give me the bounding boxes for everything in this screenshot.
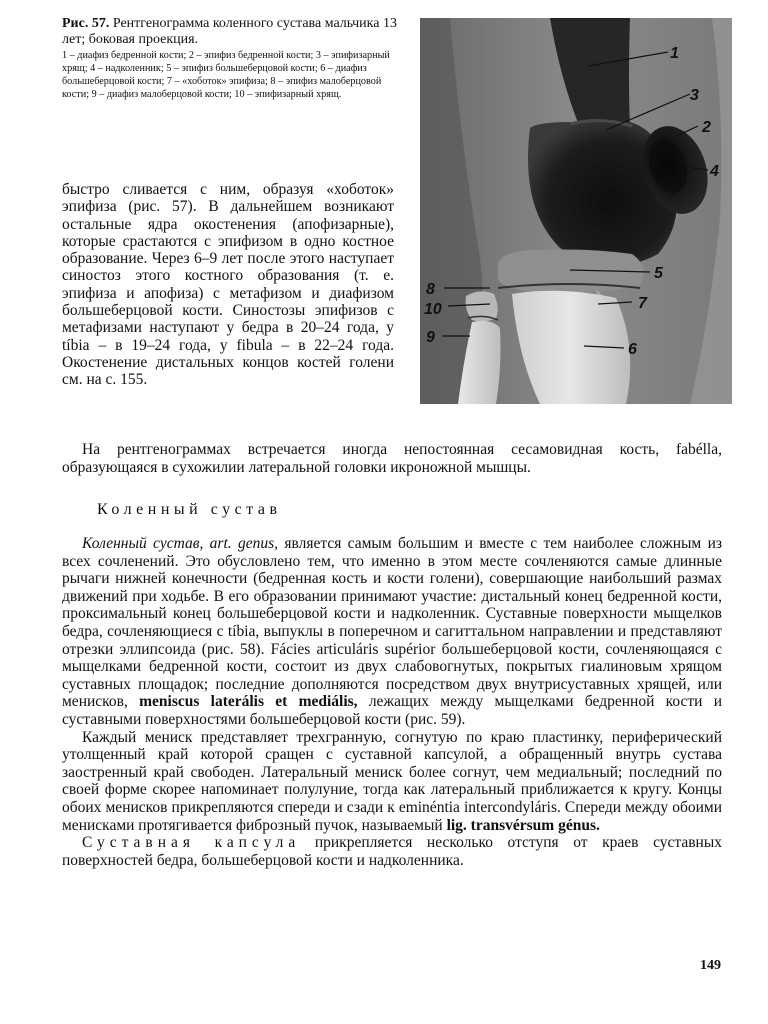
section-heading: Коленный сустав xyxy=(97,501,282,518)
ligament-term: lig. transvérsum génus. xyxy=(446,816,600,834)
caption-label: Рис. 57. xyxy=(62,16,110,31)
knee-joint-paragraph xyxy=(62,535,722,729)
callout-3: 3 xyxy=(690,87,699,104)
main-body xyxy=(62,535,722,869)
xray-image xyxy=(420,18,732,404)
knee-joint-text-b: лежащих между мыщелками бедренной кости и суставными поверхностями большеберцовой кости (рис. 59). xyxy=(62,693,722,728)
caption-legend: 1 – диафиз бедренной кости; 2 – эпифиз бедренной кости; 3 – эпифизарный хрящ; 4 – надколенник; 5 – эпифиз большеберцовой кости; 6 – диафиз большеберцовой кости; 7 – «хоботок» эпифиза; 8 – эпифиз малоберцовой кости; 9 – диафиз малоберцовой кости; 10 – эпифизарный хрящ. xyxy=(62,50,390,100)
ossification-paragraph: быстро сливается с ним, образуя «хоботок» эпифиза (рис. 57). В дальнейшем возникают остальные ядра окостенения (апофизарные), которые срастаются с эпифизом в одно костное образование. Через 6–9 лет после этого наступает синостоз этого костного образования (т. е. эпифиза и апофиза) с метафизом и диафизом большеберцовой кости. Синостозы эпифизов с метафизами наступают у бедра в 20–24 года, у tíbia – в 19–24 года, у fibula – в 22–24 года. Окостенение дистальных концов костей голени см. на с. 155. xyxy=(62,181,394,389)
caption-title-text: Рентгенограмма коленного сустава мальчика 13 лет; боковая проекция. xyxy=(62,16,397,47)
callout-10: 10 xyxy=(424,301,442,318)
sesamoid-block xyxy=(62,441,722,476)
knee-joint-text-a: является самым большим и вместе с тем наиболее сложным из всех сочленений. Это обусловлено тем, что именно в этом месте сочленяются самые длинные рычаги нижней конечности (бедренная кость и кости голени), совершающие наибольший размах движений при ходьбе. В его образовании принимают участие: дистальный конец бедренной кости, проксимальный конец большеберцовой кости и надколенник. Суставные поверхности мыщелков бедра, сочленяющиеся с tíbia, выпуклы в поперечном и сагиттальном направлении и представляют отрезки эллипсоида (рис. 58). Fácies articuláris supérior большеберцовой кости, сочленяющаяся с мыщелками бедренной кости, состоит из двух слабовогнутых, покрытых гиалиновым хрящом суставных площадок; последние дополняются посредством двух внутрисуставных хрящей, или менисков, xyxy=(62,535,722,711)
capsule-term: Суставная капсула xyxy=(82,834,301,852)
sesamoid-paragraph: На рентгенограммах встречается иногда непостоянная сесамовидная кость, fabélla, образующаяся в сухожилии латеральной головки икроножной мышцы. xyxy=(62,441,722,476)
capsule-text: прикрепляется несколько отступя от краев суставных поверхностей бедра, большеберцовой кости и надколенника. xyxy=(62,834,722,869)
callout-8: 8 xyxy=(426,281,435,298)
figure-caption xyxy=(62,16,398,101)
caption-title xyxy=(62,16,398,48)
callout-6: 6 xyxy=(628,341,637,358)
meniscus-term: meniscus laterális et mediális, xyxy=(139,693,358,711)
callout-9: 9 xyxy=(426,329,435,346)
narrow-column xyxy=(62,181,394,389)
callout-4: 4 xyxy=(710,163,719,180)
xray-figure xyxy=(420,18,732,404)
callout-5: 5 xyxy=(654,265,663,282)
capsule-paragraph xyxy=(62,834,722,869)
meniscus-text: Каждый мениск представляет трехгранную, согнутую по краю пластинку, периферический утолщенный край которой сращен с суставной капсулой, а обращенный внутрь сустава заостренный край свободен. Латеральный мениск более согнут, чем медиальный; последний по своей форме скорее напоминает полулуние, тогда как латеральный приближается к кругу. Концы обоих менисков прикрепляются спереди и сзади к eminéntia intercondyláris. Спереди между обоими менисками протягивается фиброзный пучок, называемый xyxy=(62,728,722,834)
callout-7: 7 xyxy=(638,295,647,312)
knee-joint-term: Коленный сустав, art. genus, xyxy=(82,535,279,552)
page-number: 149 xyxy=(700,958,721,973)
callout-2: 2 xyxy=(702,119,711,136)
callout-1: 1 xyxy=(670,45,679,62)
meniscus-paragraph xyxy=(62,729,722,835)
